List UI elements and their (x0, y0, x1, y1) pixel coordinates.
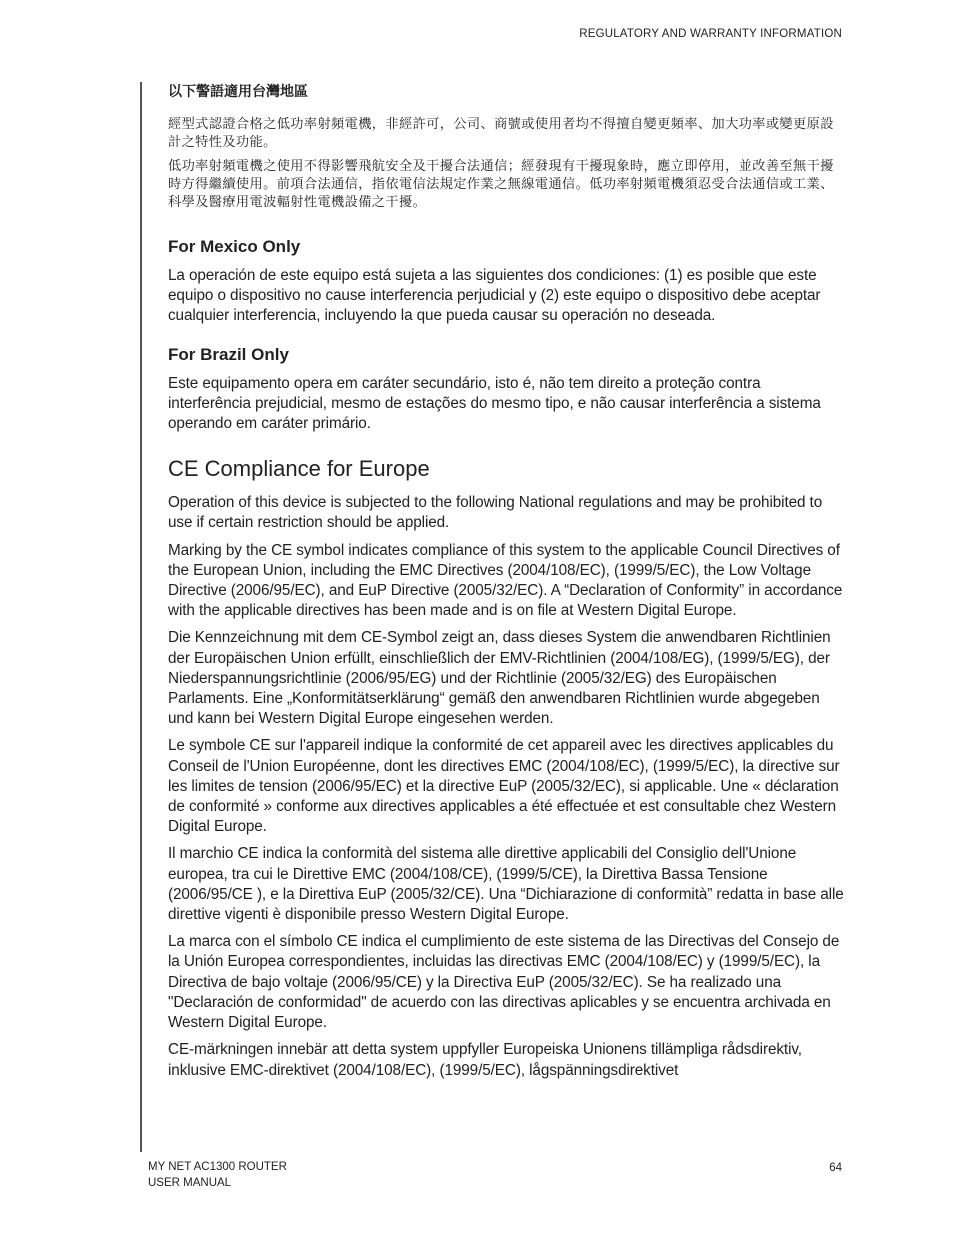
ce-paragraph-italian: Il marchio CE indica la conformità del sistema alle direttive applicabili del Consiglio dell'Unione europea, tra cui le Direttive EMC (2004/108/CE), (1999/5/CE), la Direttiva Bassa Tensione (2006/95/CE ), e la Direttiva EuP (2005/32/CE). Una “Dichiarazione di conformità” redatta in base alle direttive vigenti è disponibile presso Western Digital Europe. (168, 845, 844, 924)
ce-paragraph-operation: Operation of this device is subjected to the following National regulations and may be prohibited to use if certain restriction should be applied. (168, 494, 823, 532)
ce-paragraph-german: Die Kennzeichnung mit dem CE-Symbol zeigt an, dass dieses System die anwendbaren Richtlinien der Europäischen Union erfüllt, einschließlich der EMV-Richtlinien (2004/108/EG), (1999/5/EG), der Niederspannungsrichtlinie (2006/95/EG) und der Richtlinie (2005/32/EG) des Europäischen Parlaments. Eine „Konformitätserklärung“ gemäß den anwendbaren Richtlinien wurde abgegeben und kann bei Western Digital Europe eingesehen werden. (168, 629, 831, 728)
ce-paragraph-swedish: CE-märkningen innebär att detta system uppfyller Europeiska Unionens tillämpliga rådsdirektiv, inklusive EMC-direktivet (2004/108/EC), (1999/5/EC), lågspänningsdirektivet (168, 1041, 802, 1079)
mexico-paragraph: La operación de este equipo está sujeta a las siguientes dos condiciones: (1) es posible que este equipo o dispositivo no cause interferencia perjudicial y (2) este equipo o dispositivo debe aceptar cualquier interferencia, incluyendo la que pueda causar su operación no deseada. (168, 267, 821, 325)
ce-paragraph-spanish: La marca con el símbolo CE indica el cumplimiento de este sistema de las Directivas del Consejo de la Unión Europea correspondientes, incluidas las directivas EMC (2004/108/EC) y (1999/5/EC), la Directiva de bajo voltaje (2006/95/CE) y la Directiva EuP (2005/32/EC). Se ha realizado una "Declaración de conformidad" de acuerdo con las directivas aplicables y se encuentra archivada en Western Digital Europe. (168, 933, 840, 1032)
page-content (168, 82, 844, 1088)
brazil-paragraph: Este equipamento opera em caráter secundário, isto é, não tem direito a proteção contra interferência prejudicial, mesmo de estações do mesmo tipo, e não causar interferência a sistema operando em caráter primário. (168, 374, 821, 433)
spacer (168, 441, 844, 455)
ce-paragraph-english: Marking by the CE symbol indicates compliance of this system to the applicable Council Directives of the European Union, including the EMC Directives (2004/108/EC), (1999/5/EC), the Low Voltage Directive (2006/95/EC), and EuP Directive (2005/32/EC). A “Declaration of Conformity” in accordance with the applicable directives has been made and is on file at Western Digital Europe. (168, 541, 843, 620)
ce-compliance-heading: CE Compliance for Europe (168, 456, 430, 482)
spacer (168, 334, 844, 344)
ce-paragraph-french: Le symbole CE sur l'appareil indique la conformité de cet appareil avec les directives applicables du Conseil de l'Union Européenne, dont les directives EMC (2004/108/EC), (1999/5/EC), la directive sur les limites de tension (2006/95/EC) et la directive EuP (2005/32/EC), si applicable. Une « déclaration de conformité » conforme aux directives applicables a été effectuée et est consultable chez Western Digital Europe. (168, 737, 840, 836)
running-header: REGULATORY AND WARRANTY INFORMATION (579, 28, 842, 40)
taiwan-paragraph-2: 低功率射頻電機之使用不得影響飛航安全及干擾合法通信；經發現有干擾現象時，應立即停用，並改善至無干擾時方得繼續使用。前項合法通信，指依電信法規定作業之無線電通信。低功率射頻電機須忍受合法通信或工業、科學及醫療用電波輻射性電機設備之干擾。 (168, 159, 834, 210)
mexico-heading: For Mexico Only (168, 237, 301, 256)
footer-product-name: MY NET AC1300 ROUTER (148, 1161, 287, 1173)
footer-product (148, 1159, 287, 1191)
brazil-heading: For Brazil Only (168, 344, 289, 364)
left-margin-rule (140, 82, 142, 1152)
taiwan-paragraph-1: 經型式認證合格之低功率射頻電機，非經許可，公司、商號或使用者均不得擅自變更頻率、加大功率或變更原設計之特性及功能。 (168, 117, 834, 150)
taiwan-heading: 以下警語適用台灣地區 (168, 84, 308, 100)
footer-manual-label: USER MANUAL (148, 1177, 232, 1189)
page-number: 64 (829, 1162, 842, 1174)
spacer (168, 218, 844, 236)
